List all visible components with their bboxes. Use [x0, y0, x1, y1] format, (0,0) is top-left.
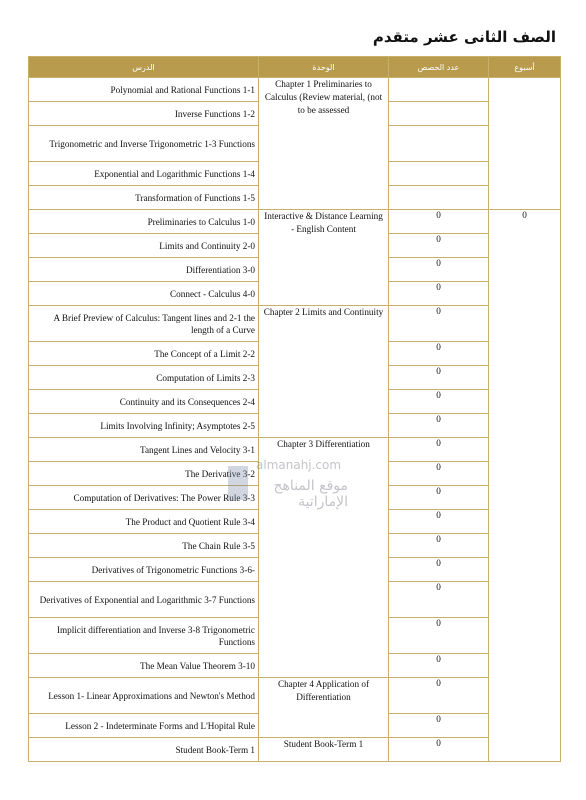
page-title: الصف الثانى عشر متقدم: [372, 28, 556, 46]
lesson-cell: Computation of Derivatives: The Power Rule 3-3: [29, 486, 259, 510]
lesson-cell: The Mean Value Theorem 3-10: [29, 654, 259, 678]
header-week: أسبوع: [489, 57, 561, 78]
count-cell: 0: [389, 438, 489, 462]
header-unit: الوحدة: [259, 57, 389, 78]
unit-cell: Chapter 3 Differentiation: [259, 438, 389, 678]
count-cell: [389, 186, 489, 210]
lesson-cell: The Concept of a Limit 2-2: [29, 342, 259, 366]
lesson-cell: Inverse Functions 1-2: [29, 102, 259, 126]
lesson-cell: Polynomial and Rational Functions 1-1: [29, 78, 259, 102]
lesson-cell: A Brief Preview of Calculus: Tangent lines and 2-1 the length of a Curve: [29, 306, 259, 342]
count-cell: 0: [389, 714, 489, 738]
count-cell: 0: [389, 366, 489, 390]
lesson-cell: Connect - Calculus 4-0: [29, 282, 259, 306]
count-cell: 0: [389, 282, 489, 306]
table-header-row: [29, 57, 561, 78]
count-cell: [389, 162, 489, 186]
unit-cell: Chapter 2 Limits and Continuity: [259, 306, 389, 438]
week-cell-empty: [489, 78, 561, 210]
lesson-cell: Tangent Lines and Velocity 3-1: [29, 438, 259, 462]
header-count: عدد الحصص: [389, 57, 489, 78]
watermark-arabic: موقع المناهج الإماراتية: [273, 478, 348, 510]
week-cell: 0: [489, 210, 561, 762]
table-body: [29, 78, 561, 762]
count-cell: 0: [389, 414, 489, 438]
lesson-cell: The Product and Quotient Rule 3-4: [29, 510, 259, 534]
lesson-cell: Limits and Continuity 2-0: [29, 234, 259, 258]
table-row: [29, 78, 561, 102]
lesson-cell: Preliminaries to Calculus 1-0: [29, 210, 259, 234]
unit-cell: Interactive & Distance Learning - English Content: [259, 210, 389, 306]
lesson-cell: The Derivative 3-2: [29, 462, 259, 486]
count-cell: 0: [389, 558, 489, 582]
lesson-cell: The Chain Rule 3-5: [29, 534, 259, 558]
table-row: [29, 210, 561, 234]
table-row: [29, 438, 561, 462]
lesson-cell: Derivatives of Exponential and Logarithmic 3-7 Functions: [29, 582, 259, 618]
count-cell: 0: [389, 234, 489, 258]
count-cell: [389, 102, 489, 126]
lesson-cell: Computation of Limits 2-3: [29, 366, 259, 390]
count-cell: 0: [389, 462, 489, 486]
count-cell: 0: [389, 210, 489, 234]
count-cell: 0: [389, 654, 489, 678]
count-cell: [389, 78, 489, 102]
table-row: [29, 306, 561, 342]
count-cell: 0: [389, 582, 489, 618]
count-cell: 0: [389, 258, 489, 282]
header-lesson: الدرس: [29, 57, 259, 78]
count-cell: 0: [389, 306, 489, 342]
lesson-cell: Lesson 1- Linear Approximations and Newton's Method: [29, 678, 259, 714]
lesson-cell: Continuity and its Consequences 2-4: [29, 390, 259, 414]
lesson-cell: Derivatives of Trigonometric Functions 3-6-: [29, 558, 259, 582]
lesson-cell: Lesson 2 - Indeterminate Forms and L'Hopital Rule: [29, 714, 259, 738]
count-cell: 0: [389, 738, 489, 762]
unit-cell: Student Book-Term 1: [259, 738, 389, 762]
lesson-cell: Limits Involving Infinity; Asymptotes 2-5: [29, 414, 259, 438]
count-cell: 0: [389, 342, 489, 366]
count-cell: 0: [389, 486, 489, 510]
lesson-cell: Transformation of Functions 1-5: [29, 186, 259, 210]
count-cell: [389, 126, 489, 162]
table-row: [29, 678, 561, 714]
lesson-cell: Implicit differentiation and Inverse 3-8 Trigonometric Functions: [29, 618, 259, 654]
count-cell: 0: [389, 390, 489, 414]
unit-cell: Chapter 1 Preliminaries to Calculus (Review material, (not to be assessed: [259, 78, 389, 210]
count-cell: 0: [389, 618, 489, 654]
count-cell: 0: [389, 510, 489, 534]
lesson-cell: Exponential and Logarithmic Functions 1-4: [29, 162, 259, 186]
lesson-cell: Student Book-Term 1: [29, 738, 259, 762]
count-cell: 0: [389, 534, 489, 558]
table-row: [29, 738, 561, 762]
curriculum-table: [28, 56, 561, 762]
lesson-cell: Trigonometric and Inverse Trigonometric 1-3 Functions: [29, 126, 259, 162]
lesson-cell: Differentiation 3-0: [29, 258, 259, 282]
watermark-url: almanahj.com: [256, 458, 342, 472]
unit-cell: Chapter 4 Application of Differentiation: [259, 678, 389, 738]
count-cell: 0: [389, 678, 489, 714]
